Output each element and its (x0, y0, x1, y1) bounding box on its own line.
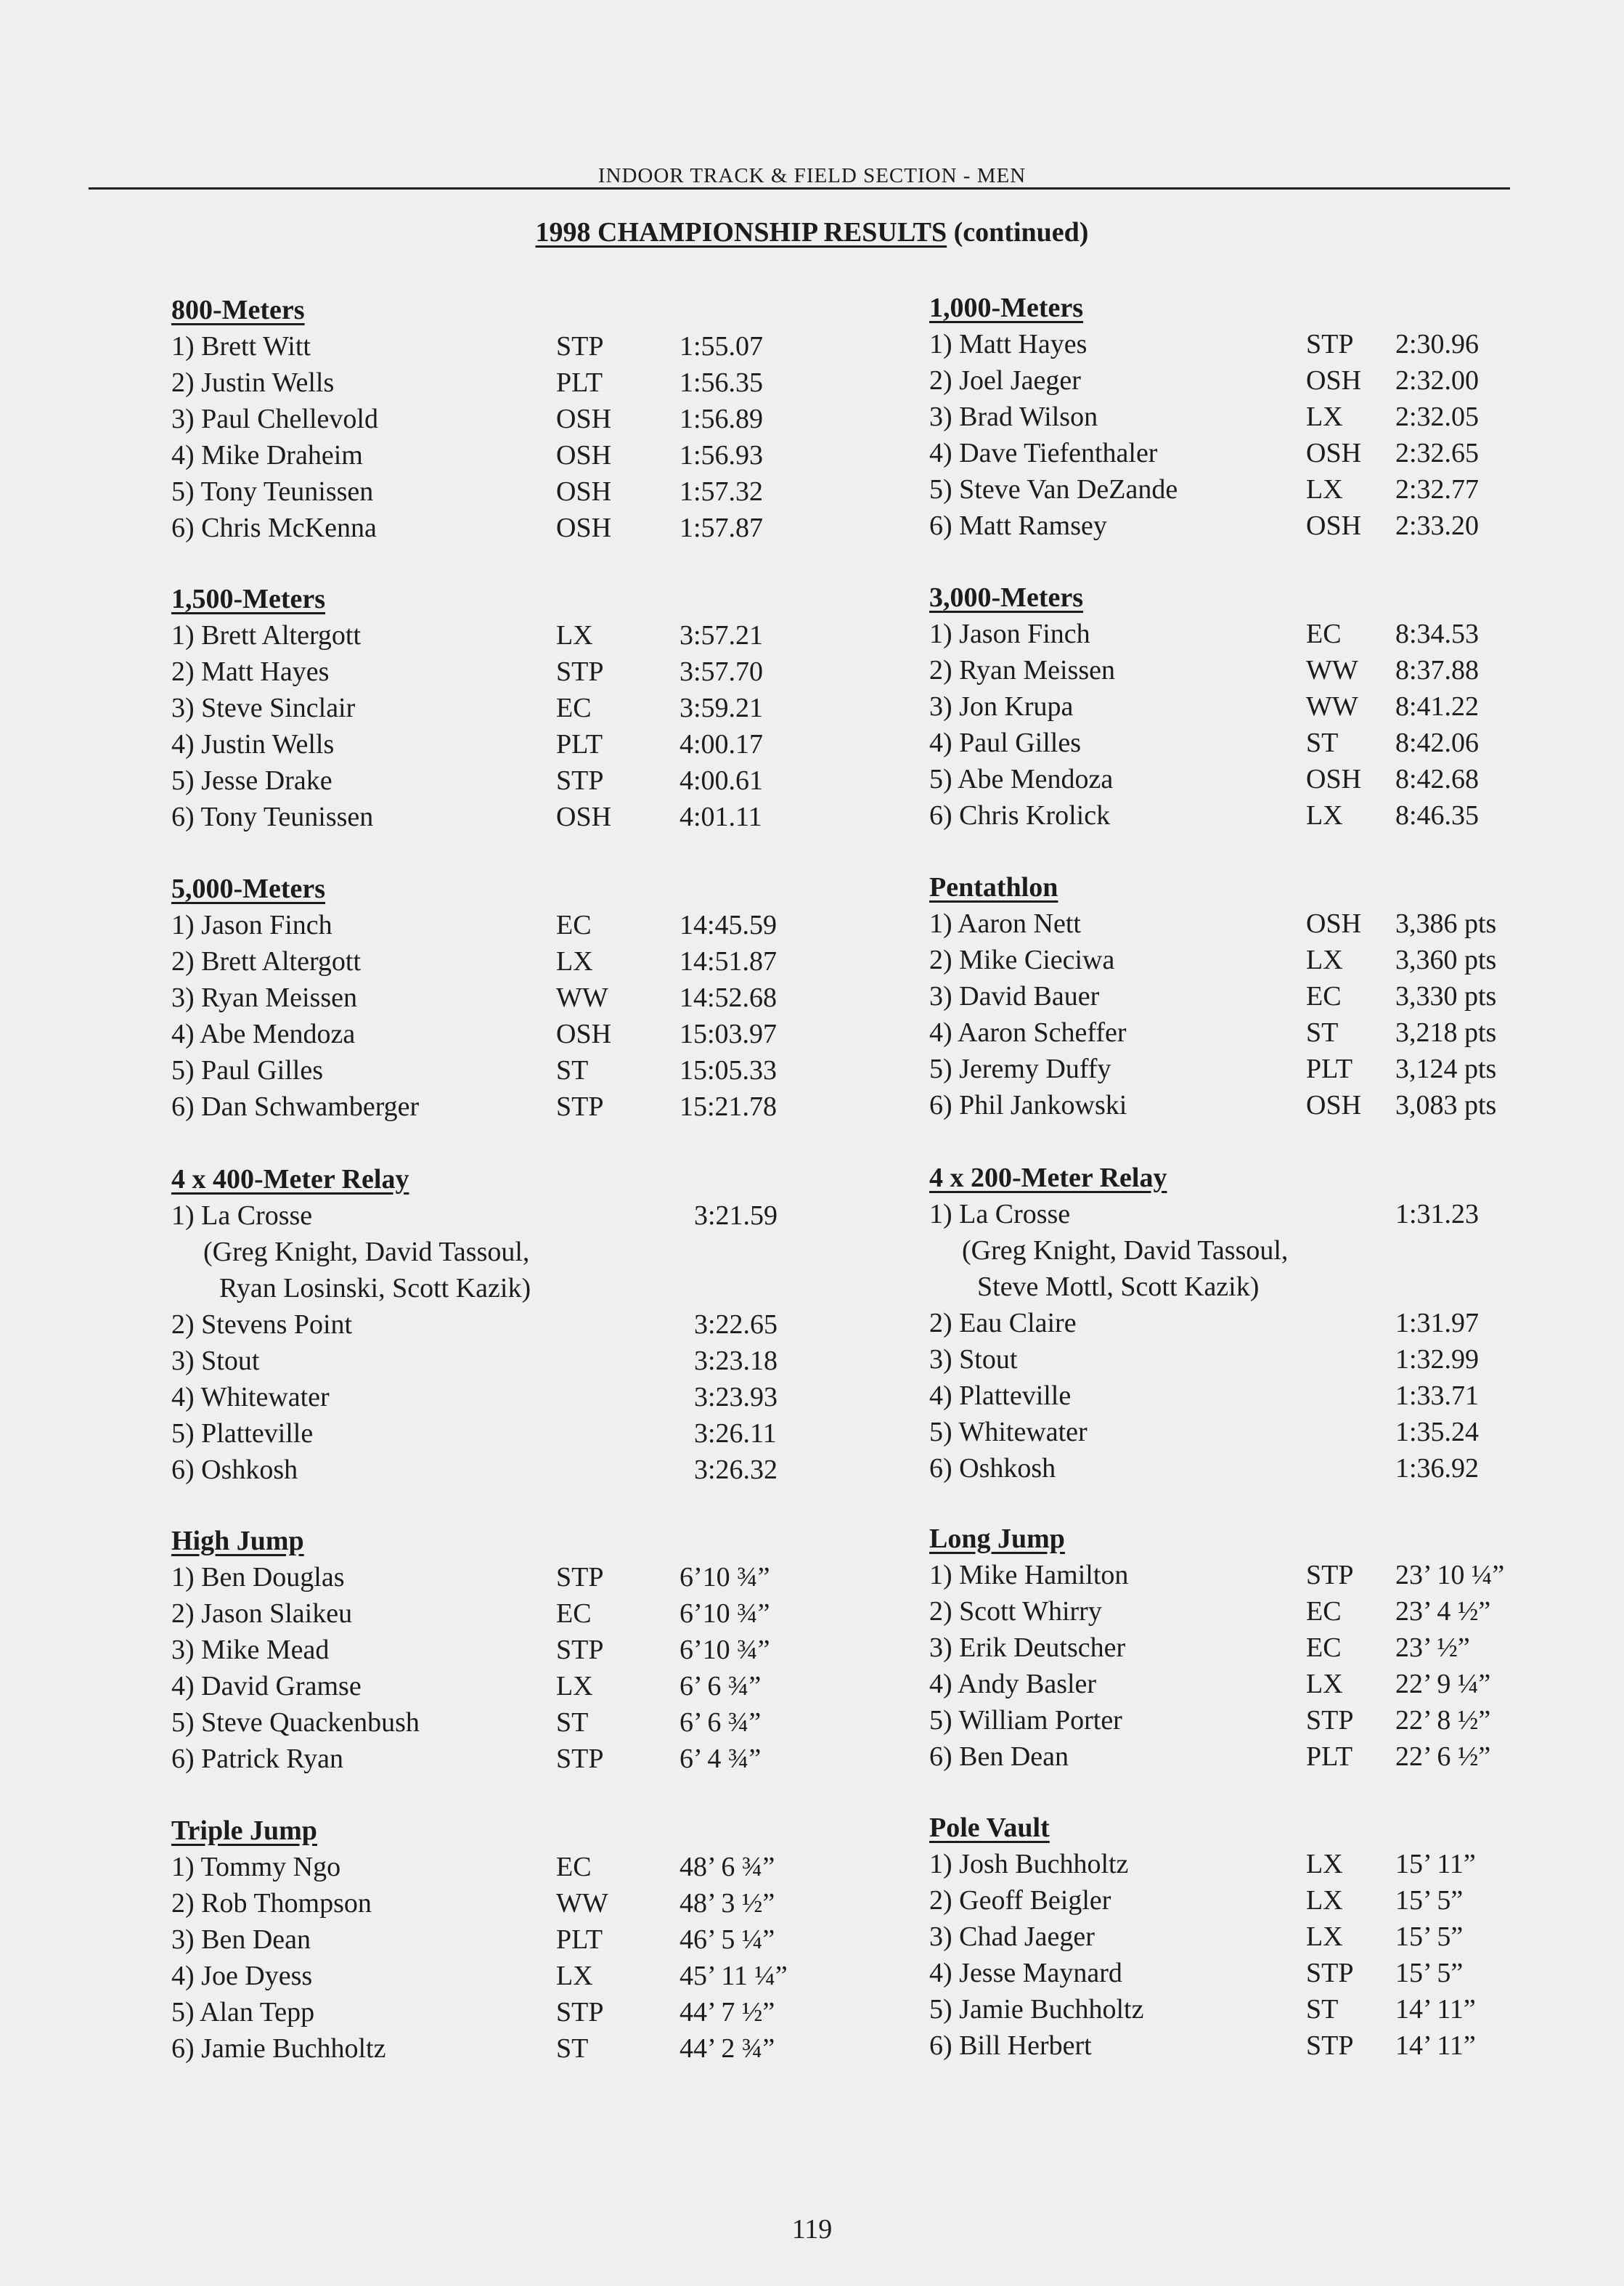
result-row: 3) Stout 3:23.18 (171, 1346, 778, 1376)
event-1000m (929, 290, 1624, 544)
result-row: 4) Mike Draheim OSH 1:56.93 (171, 440, 764, 471)
result-row: 3) Ben Dean PLT 46’ 5 ¼” (171, 1924, 775, 1955)
result-row: 1) La Crosse 1:31.23 (929, 1199, 1480, 1229)
event-title: Pentathlon (929, 872, 1058, 903)
result-row: 1) Matt Hayes STP 2:30.96 (929, 329, 1480, 359)
result-row: 3) Brad Wilson LX 2:32.05 (929, 402, 1480, 432)
result-row: 5) Alan Tepp STP 44’ 7 ½” (171, 1997, 775, 2027)
event-title: Long Jump (929, 1524, 1065, 1554)
result-row: 2) Mike Cieciwa LX 3,360 pts (929, 945, 1497, 975)
result-row: 4) David Gramse LX 6’ 6 ¾” (171, 1671, 762, 1701)
result-row: 4) Whitewater 3:23.93 (171, 1382, 778, 1412)
event-long-jump (929, 1521, 1624, 1775)
result-row: 3) Stout 1:32.99 (929, 1344, 1480, 1375)
relay-members-line: (Greg Knight, David Tassoul, (203, 1237, 530, 1267)
section-header: INDOOR TRACK & FIELD SECTION - MEN (597, 164, 1027, 187)
event-5000m (171, 871, 897, 1125)
title-sub: (continued) (953, 217, 1089, 248)
event-title: Triple Jump (171, 1815, 317, 1846)
result-row: 1) Tommy Ngo EC 48’ 6 ¾” (171, 1852, 775, 1882)
result-row: 4) Paul Gilles ST 8:42.06 (929, 728, 1480, 758)
result-row: 3) Jon Krupa WW 8:41.22 (929, 691, 1480, 722)
result-row: 4) Aaron Scheffer ST 3,218 pts (929, 1017, 1497, 1048)
result-row: 4) Justin Wells PLT 4:00.17 (171, 729, 764, 760)
result-row: 1) Josh Buchholtz LX 15’ 11” (929, 1849, 1476, 1879)
result-row: 6) Chris Krolick LX 8:46.35 (929, 800, 1480, 831)
result-row: 5) Jesse Drake STP 4:00.61 (171, 765, 764, 796)
event-title: 5,000-Meters (171, 874, 326, 904)
result-row: 6) Chris McKenna OSH 1:57.87 (171, 513, 764, 543)
result-row: 3) Steve Sinclair EC 3:59.21 (171, 693, 764, 723)
relay-members-line: Ryan Losinski, Scott Kazik) (219, 1273, 531, 1303)
event-title: 800-Meters (171, 295, 305, 325)
event-3000m (929, 579, 1624, 834)
event-pentathlon (929, 869, 1624, 1123)
result-row: 2) Justin Wells PLT 1:56.35 (171, 367, 764, 398)
result-row: 5) Paul Gilles ST 15:05.33 (171, 1055, 778, 1086)
page-number: 119 (791, 2214, 833, 2245)
event-title: High Jump (171, 1526, 304, 1556)
result-row: 3) Ryan Meissen WW 14:52.68 (171, 983, 778, 1013)
result-row: 1) Brett Witt STP 1:55.07 (171, 331, 764, 362)
title-main: 1998 CHAMPIONSHIP RESULTS (535, 217, 947, 248)
result-row: 6) Ben Dean PLT 22’ 6 ½” (929, 1741, 1491, 1772)
result-row: 1) Brett Altergott LX 3:57.21 (171, 620, 764, 651)
result-row: 3) David Bauer EC 3,330 pts (929, 981, 1497, 1012)
result-row: 3) Chad Jaeger LX 15’ 5” (929, 1921, 1464, 1952)
result-row: 2) Rob Thompson WW 48’ 3 ½” (171, 1888, 775, 1919)
result-row: 2) Scott Whirry EC 23’ 4 ½” (929, 1596, 1491, 1627)
event-title: 4 x 200-Meter Relay (929, 1163, 1167, 1193)
result-row: 4) Abe Mendoza OSH 15:03.97 (171, 1019, 778, 1049)
result-row: 3) Mike Mead STP 6’10 ¾” (171, 1635, 770, 1665)
result-row: 6) Jamie Buchholtz ST 44’ 2 ¾” (171, 2033, 775, 2064)
result-row: 5) Whitewater 1:35.24 (929, 1417, 1480, 1447)
result-row: 2) Brett Altergott LX 14:51.87 (171, 946, 778, 977)
result-row: 6) Dan Schwamberger STP 15:21.78 (171, 1091, 778, 1122)
result-row: 5) Steve Van DeZande LX 2:32.77 (929, 474, 1480, 505)
event-high-jump (171, 1523, 897, 1777)
result-row: 6) Phil Jankowski OSH 3,083 pts (929, 1090, 1497, 1120)
result-row: 4) Dave Tiefenthaler OSH 2:32.65 (929, 438, 1480, 468)
result-row: 6) Oshkosh 3:26.32 (171, 1455, 778, 1485)
result-row: 5) Platteville 3:26.11 (171, 1418, 777, 1449)
event-4x200-relay (929, 1160, 1624, 1486)
result-row: 2) Ryan Meissen WW 8:37.88 (929, 655, 1480, 686)
event-title: 4 x 400-Meter Relay (171, 1164, 409, 1195)
result-row: 6) Patrick Ryan STP 6’ 4 ¾” (171, 1744, 762, 1774)
event-4x400-relay (171, 1161, 897, 1488)
result-row: 5) Abe Mendoza OSH 8:42.68 (929, 764, 1480, 794)
event-pole-vault (929, 1810, 1624, 2064)
result-row: 2) Geoff Beigler LX 15’ 5” (929, 1885, 1464, 1916)
result-row: 1) Jason Finch EC 14:45.59 (171, 910, 778, 940)
result-row: 4) Platteville 1:33.71 (929, 1380, 1480, 1411)
result-row: 6) Matt Ramsey OSH 2:33.20 (929, 511, 1480, 541)
event-triple-jump (171, 1813, 897, 2067)
result-row: 4) Jesse Maynard STP 15’ 5” (929, 1958, 1464, 1988)
result-row: 2) Eau Claire 1:31.97 (929, 1308, 1480, 1338)
result-row: 1) La Crosse 3:21.59 (171, 1200, 778, 1231)
relay-members-line: Steve Mottl, Scott Kazik) (977, 1272, 1260, 1302)
event-1500m (171, 581, 897, 835)
result-row: 4) Andy Basler LX 22’ 9 ¼” (929, 1669, 1491, 1699)
result-row: 1) Jason Finch EC 8:34.53 (929, 619, 1480, 649)
result-row: 2) Joel Jaeger OSH 2:32.00 (929, 365, 1480, 396)
result-row: 5) Jamie Buchholtz ST 14’ 11” (929, 1994, 1476, 2025)
event-title: 3,000-Meters (929, 582, 1084, 613)
result-row: 3) Paul Chellevold OSH 1:56.89 (171, 404, 764, 434)
result-row: 1) Ben Douglas STP 6’10 ¾” (171, 1562, 770, 1593)
result-row: 6) Bill Herbert STP 14’ 11” (929, 2030, 1476, 2061)
result-row: 5) William Porter STP 22’ 8 ½” (929, 1705, 1491, 1736)
result-row: 6) Oshkosh 1:36.92 (929, 1453, 1480, 1484)
result-row: 5) Steve Quackenbush ST 6’ 6 ¾” (171, 1707, 762, 1738)
event-title: Pole Vault (929, 1813, 1050, 1843)
result-row: 2) Matt Hayes STP 3:57.70 (171, 656, 764, 687)
result-row: 1) Mike Hamilton STP 23’ 10 ¼” (929, 1560, 1505, 1590)
result-row: 5) Tony Teunissen OSH 1:57.32 (171, 476, 764, 507)
page-title (0, 216, 1624, 248)
result-row: 3) Erik Deutscher EC 23’ ½” (929, 1632, 1470, 1663)
result-row: 2) Jason Slaikeu EC 6’10 ¾” (171, 1598, 770, 1629)
relay-members-line: (Greg Knight, David Tassoul, (962, 1235, 1289, 1266)
result-row: 4) Joe Dyess LX 45’ 11 ¼” (171, 1961, 788, 1991)
result-row: 5) Jeremy Duffy PLT 3,124 pts (929, 1054, 1497, 1084)
result-row: 1) Aaron Nett OSH 3,386 pts (929, 908, 1497, 939)
result-row: 6) Tony Teunissen OSH 4:01.11 (171, 802, 762, 832)
event-title: 1,500-Meters (171, 584, 326, 614)
header-rule (89, 187, 1510, 190)
event-800m (171, 292, 897, 546)
result-row: 2) Stevens Point 3:22.65 (171, 1309, 778, 1340)
event-title: 1,000-Meters (929, 293, 1084, 323)
